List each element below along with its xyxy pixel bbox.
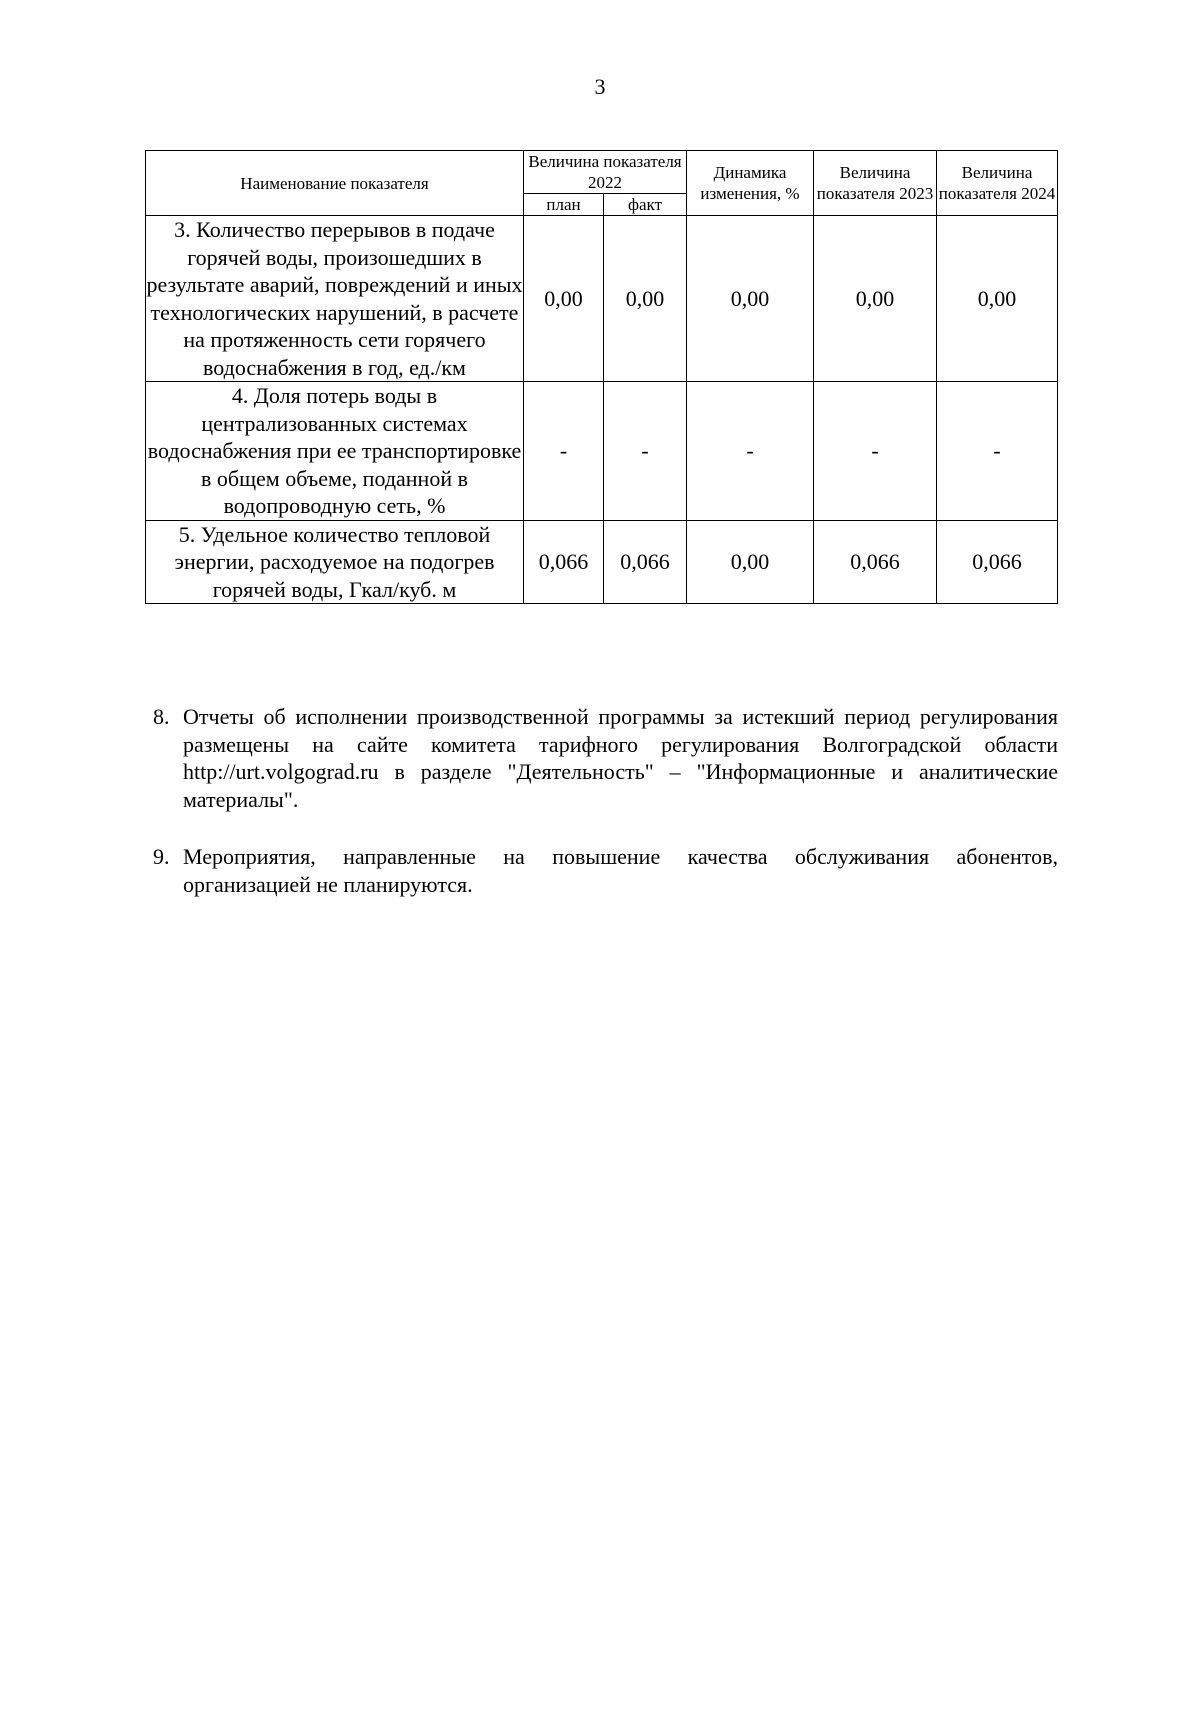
cell-fact: 0,066 (604, 520, 687, 604)
header-plan: план (524, 194, 604, 216)
cell-value-2024: 0,00 (937, 216, 1058, 382)
list-item-number: 8. (153, 704, 170, 729)
row-name: 4. Доля потерь воды в централизованных системах водоснабжения при ее транспортировке в общем объеме, поданной в водопроводную сеть, % (146, 382, 524, 521)
list-item-number: 9. (153, 844, 170, 869)
page-number: 3 (594, 74, 606, 99)
cell-fact: 0,00 (604, 216, 687, 382)
list-item-8 (153, 703, 1058, 813)
header-value-2024: Величина показателя 2024 (937, 151, 1058, 216)
cell-value-2024: 0,066 (937, 520, 1058, 604)
table-row (146, 216, 1058, 382)
cell-value-2023: 0,00 (814, 216, 937, 382)
indicators-table (145, 150, 1058, 604)
cell-value-2024: - (937, 382, 1058, 521)
list-item-text: Отчеты об исполнении производственной программы за истекший период регулирования размещены на сайте комитета тарифного регулирования Волгоградской области http://urt.volgograd.ru в разделе "Деятельность" – "Информационные и аналитические материалы". (183, 704, 1058, 812)
cell-dynamics: 0,00 (687, 216, 814, 382)
header-dynamics: Динамика изменения, % (687, 151, 814, 216)
list-item-9 (153, 843, 1058, 898)
header-name: Наименование показателя (146, 151, 524, 216)
table-header (146, 151, 1058, 216)
list-item-text: Мероприятия, направленные на повышение качества обслуживания абонентов, организацией не планируются. (183, 844, 1058, 897)
cell-plan: - (524, 382, 604, 521)
cell-dynamics: 0,00 (687, 520, 814, 604)
cell-plan: 0,00 (524, 216, 604, 382)
header-value-2022: Величина показателя 2022 (524, 151, 687, 194)
header-fact: факт (604, 194, 687, 216)
header-value-2023: Величина показателя 2023 (814, 151, 937, 216)
cell-plan: 0,066 (524, 520, 604, 604)
cell-fact: - (604, 382, 687, 521)
table-row (146, 382, 1058, 521)
cell-value-2023: 0,066 (814, 520, 937, 604)
table-row (146, 520, 1058, 604)
row-name: 3. Количество перерывов в подаче горячей воды, произошедших в результате аварий, повреждений и иных технологических нарушений, в расчете на протяженность сети горячего водоснабжения в год, ед./км (146, 217, 523, 380)
cell-value-2023: - (814, 382, 937, 521)
row-name: 5. Удельное количество тепловой энергии, расходуемое на подогрев горячей воды, Гкал/куб. м (146, 520, 524, 604)
cell-dynamics: - (687, 382, 814, 521)
